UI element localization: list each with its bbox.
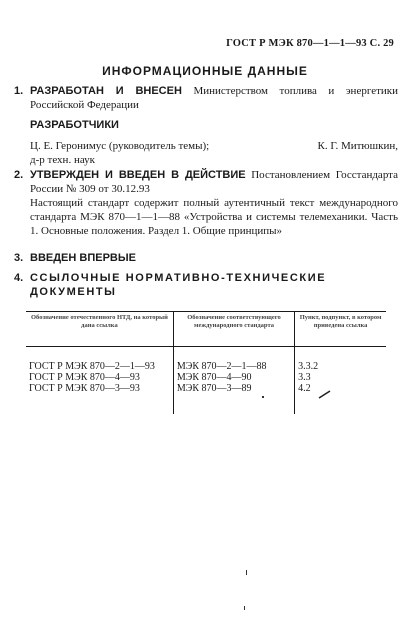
table-cell-clause: 3.3 xyxy=(295,372,386,383)
table-header-ntd: Обозначение отечественного НТД, на который дана ссылка xyxy=(26,312,173,347)
scan-mark-tick xyxy=(246,570,247,575)
table-header-row xyxy=(26,312,386,347)
section-4-heading: ССЫЛОЧНЫЕ НОРМАТИВНО-ТЕХНИЧЕСКИЕ ДОКУМЕНТЫ xyxy=(30,272,327,298)
page-header: ГОСТ Р МЭК 870—1—1—93 С. 29 xyxy=(226,38,394,49)
developer-1: Ц. Е. Геронимус (руководитель темы); xyxy=(30,140,210,152)
table-header-clause: Пункт, подпункт, в котором приведена ссылка xyxy=(295,312,386,347)
scan-mark-tick xyxy=(244,606,245,610)
table-row xyxy=(26,372,386,383)
developer-2: К. Г. Митюшкин, xyxy=(317,140,398,152)
table-cell-ntd: ГОСТ Р МЭК 870—4—93 xyxy=(29,372,140,383)
section-1-heading: РАЗРАБОТАН И ВНЕСЕН xyxy=(30,85,182,97)
table-cell-intl: МЭК 870—3—89 xyxy=(173,383,294,414)
table-row xyxy=(26,383,386,414)
section-1-text: Министерством топлива и энергетики Российской Федерации xyxy=(30,85,398,111)
developers-line xyxy=(30,139,398,153)
table-cell-clause: 3.3.2 xyxy=(295,347,386,373)
section-2-text: Постановлением Госстандарта России № 309 от 30.12.93 xyxy=(30,169,398,195)
section-2-paragraph: Настоящий стандарт содержит полный аутентичный текст международного стандарта МЭК 870—1—1—88 «Устройства и системы телемеханики. Часть 1. Основные положения. Раздел 1. Общие принципы» xyxy=(30,197,398,237)
section-3-heading: ВВЕДЕН ВПЕРВЫЕ xyxy=(30,252,136,264)
table-cell-clause: 4.2 xyxy=(295,383,386,414)
section-2-number: 2. xyxy=(14,169,24,181)
table-row xyxy=(26,347,386,373)
developer-degree: д-р техн. наук xyxy=(30,154,95,166)
table-cell-intl: МЭК 870—4—90 xyxy=(173,372,294,383)
developers-heading: РАЗРАБОТЧИКИ xyxy=(30,119,119,131)
section-2-heading: УТВЕРЖДЕН И ВВЕДЕН В ДЕЙСТВИЕ xyxy=(30,169,246,181)
scan-mark-stroke xyxy=(318,388,332,400)
section-2 xyxy=(14,168,398,238)
scan-mark-dot xyxy=(262,396,264,398)
table-header-intl: Обозначение соответствующего международного стандарта xyxy=(173,312,294,347)
section-4-number: 4. xyxy=(14,272,24,284)
table-cell-ntd: ГОСТ Р МЭК 870—2—1—93 xyxy=(29,361,155,372)
section-4 xyxy=(14,271,374,299)
section-1-number: 1. xyxy=(14,85,24,97)
section-1 xyxy=(14,84,398,112)
table-cell-intl: МЭК 870—2—1—88 xyxy=(173,347,294,373)
developers-block xyxy=(30,118,398,167)
section-3 xyxy=(14,251,398,265)
section-3-number: 3. xyxy=(14,252,24,264)
info-title: ИНФОРМАЦИОННЫЕ ДАННЫЕ xyxy=(102,64,308,78)
table-cell-ntd: ГОСТ Р МЭК 870—3—93 xyxy=(29,383,140,394)
references-table xyxy=(26,312,386,414)
